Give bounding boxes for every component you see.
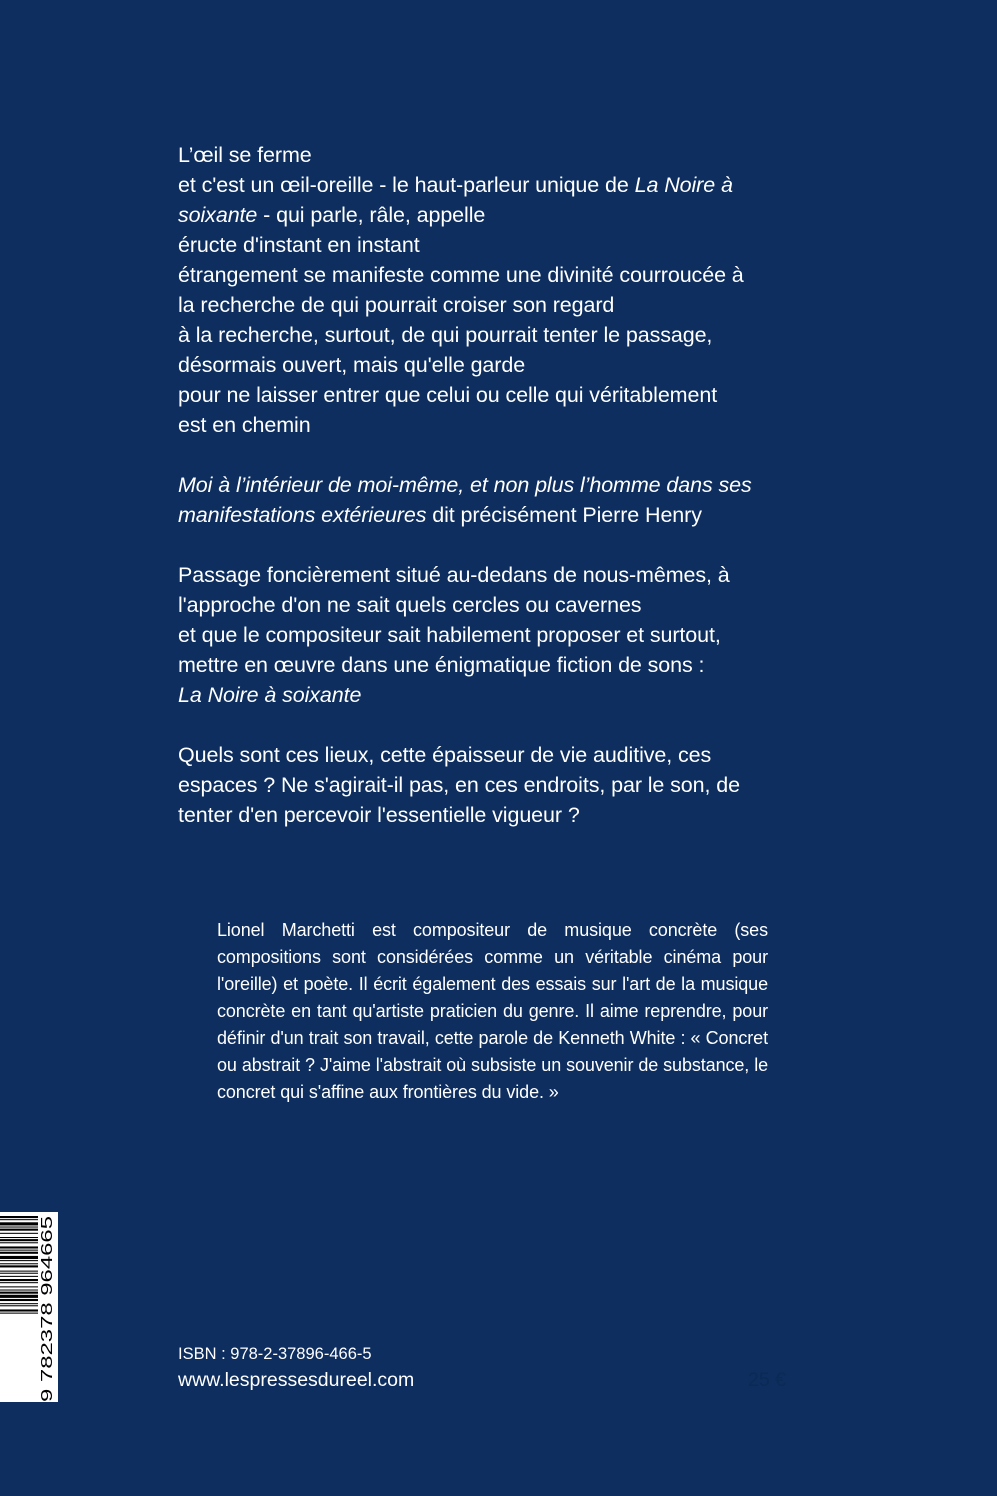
stanza-3 [178, 560, 818, 710]
poem-line [178, 200, 818, 230]
back-cover-text [178, 140, 818, 860]
publisher-website: www.lespressesdureel.com [178, 1369, 415, 1391]
barcode-bar [0, 1292, 38, 1294]
barcode-bar [0, 1263, 38, 1264]
barcode-bar [0, 1305, 38, 1306]
barcode-bar [0, 1256, 38, 1259]
barcode-bar [0, 1299, 38, 1301]
poem-line: Quels sont ces lieux, cette épaisseur de vie auditive, ces [178, 743, 712, 767]
barcode-bar [0, 1219, 38, 1220]
poem-line: étrangement se manifeste comme une divinité courroucée à [178, 263, 744, 287]
title-reference: La Noire à soixante [178, 683, 362, 707]
barcode-bar [0, 1286, 38, 1287]
stanza-2 [178, 470, 818, 530]
poem-line: la recherche de qui pourrait croiser son regard [178, 293, 615, 317]
quote-line [178, 500, 818, 530]
barcode-bar [0, 1216, 38, 1218]
title-reference: soixante [178, 203, 258, 227]
poem-text: - qui parle, râle, appelle [257, 203, 486, 227]
barcode-bar [0, 1271, 38, 1272]
barcode-bar [0, 1282, 38, 1283]
poem-text: et c'est un œil-oreille - le haut-parleur unique de [178, 173, 635, 197]
barcode-bar [0, 1276, 38, 1277]
stanza-1 [178, 140, 818, 440]
title-reference: La Noire à [634, 173, 733, 197]
poem-line: et que le compositeur sait habilement proposer et surtout, [178, 623, 721, 647]
barcode-bar [0, 1233, 38, 1234]
poem-line: tenter d'en percevoir l'essentielle vigueur ? [178, 803, 580, 827]
poem-line: L’œil se ferme [178, 143, 312, 167]
poem-line: l'approche d'on ne sait quels cercles ou cavernes [178, 593, 642, 617]
poem-line [178, 170, 818, 200]
author-bio: Lionel Marchetti est compositeur de musique concrète (ses compositions sont considérées comme un véritable cinéma pour l'oreille) et poète. Il écrit également des essais sur l'art de la musique concrète en tant qu'artiste praticien du genre. Il aime reprendre, pour définir d'un trait son travail, cette parole de Kenneth White : « Concret ou abstrait ? J'aime l'abstrait où subsiste un souvenir de substance, le concret qui s'affine aux frontières du vide. » [217, 920, 768, 1102]
barcode-bar [0, 1260, 38, 1261]
barcode-bar [0, 1242, 38, 1243]
barcode-bar [0, 1222, 38, 1225]
barcode-bar [0, 1279, 38, 1281]
barcode-digits: 9 782378 964665 [39, 1281, 56, 1402]
barcode-bar [0, 1229, 38, 1231]
quote-text: manifestations extérieures [178, 503, 427, 527]
isbn: ISBN : 978-2-37896-466-5 [178, 1345, 372, 1363]
poem-line: à la recherche, surtout, de qui pourrait tenter le passage, [178, 323, 713, 347]
poem-line: pour ne laisser entrer que celui ou celle qui véritablement [178, 383, 718, 407]
barcode-bar [0, 1239, 38, 1241]
barcode-bar [0, 1273, 38, 1274]
barcode-bar [0, 1303, 38, 1304]
price: 25 € [748, 1369, 786, 1391]
poem-line: espaces ? Ne s'agirait-il pas, en ces endroits, par le son, de [178, 773, 740, 797]
barcode-bar [0, 1252, 38, 1254]
poem-line: mettre en œuvre dans une énigmatique fiction de sons : [178, 653, 705, 677]
stanza-4 [178, 740, 818, 830]
barcode-bar [0, 1309, 38, 1311]
poem-line: est en chemin [178, 413, 311, 437]
barcode-bar [0, 1313, 38, 1314]
poem-line: désormais ouvert, mais qu'elle garde [178, 353, 526, 377]
quote-line: Moi à l’intérieur de moi-même, et non plus l’homme dans ses [178, 473, 752, 497]
attribution: dit précisément Pierre Henry [426, 503, 702, 527]
poem-line: éructe d'instant en instant [178, 233, 420, 257]
barcode-bar [0, 1237, 38, 1238]
barcode-bar [0, 1246, 38, 1248]
barcode [0, 1212, 58, 1402]
barcode-bar [0, 1295, 38, 1298]
barcode-bar [0, 1250, 38, 1251]
barcode-bar [0, 1290, 38, 1291]
barcode-bar [0, 1265, 38, 1267]
poem-line: Passage foncièrement situé au-dedans de nous-mêmes, à [178, 563, 730, 587]
barcode-bar [0, 1227, 38, 1228]
